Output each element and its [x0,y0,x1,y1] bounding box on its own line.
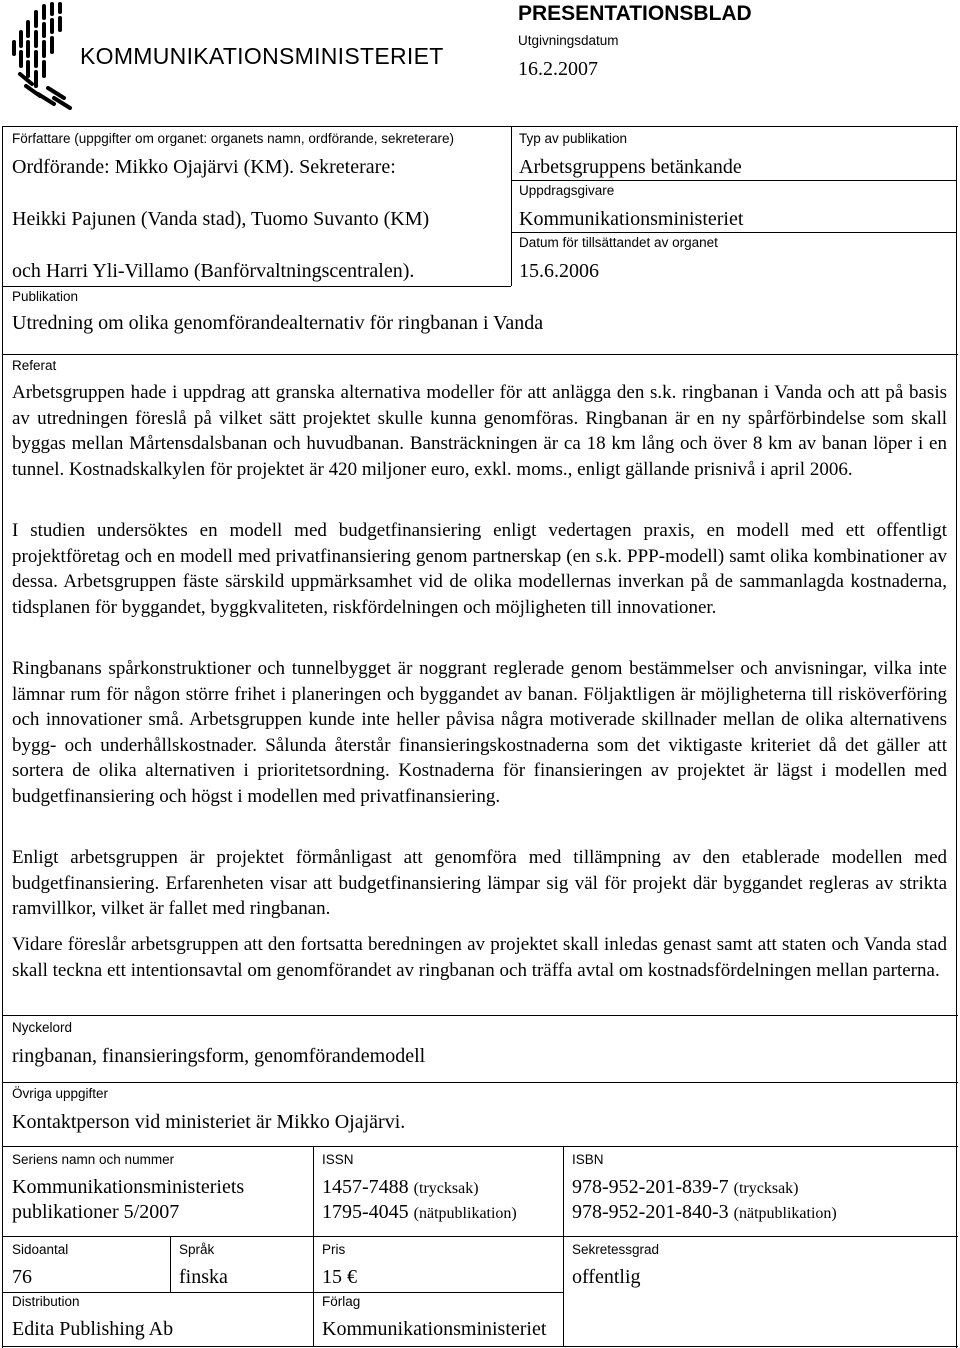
document-type-title: PRESENTATIONSBLAD [518,2,752,25]
column-divider [511,126,512,286]
other-info-value: Kontaktperson vid ministeriet är Mikko Ojajärvi. [12,1111,406,1133]
series-value: Kommunikationsministeriets [12,1176,245,1198]
abstract-paragraph: Arbetsgruppen hade i uppdrag att granska alternativa modeller för att anlägga den s.k. ringbanan i Vanda och att på basis av utredningen föreslå på vilket sätt projektet skulle kunna genomföras. Ringbanan är en ny spårförbindelse som skall byggas mellan Mårtensdalsbanan och huvudbanan. Bansträckningen är ca 18 km lång och över 8 km av banan löper i en tunnel. Kostnadskalkylen för projektet är 420 miljoner euro, exkl. moms., enligt gällande prisnivå i april 2006. [12,382,947,480]
cell-divider [511,180,956,181]
isbn-web [572,1200,837,1226]
price-value: 15 € [322,1266,357,1288]
distribution-value: Edita Publishing Ab [12,1318,174,1340]
ministry-logo-icon [8,2,74,110]
publication-label: Publikation [12,289,79,304]
isbn-print [572,1175,799,1201]
pages-value: 76 [12,1266,32,1288]
language-label: Språk [179,1242,215,1257]
issn-label: ISSN [322,1152,354,1167]
ministry-name: KOMMUNIKATIONSMINISTERIET [80,43,444,69]
table-right-border [956,126,957,1348]
isbn-print-note: (trycksak) [733,1180,799,1197]
column-divider [313,1146,314,1346]
publisher-value: Kommunikationsministeriet [322,1318,547,1340]
pages-label: Sidoantal [12,1242,69,1257]
table-bottom-border [2,1346,958,1347]
publication-type-label: Typ av publikation [519,131,628,146]
cell-divider [2,1146,958,1147]
appointment-date-value: 15.6.2006 [519,260,599,282]
abstract-paragraph: Ringbanans spårkonstruktioner och tunnelbygget är noggrant reglerade genom bestämmelser och anvisningar, vilka inte lämnar rum för någon större frihet i planeringen och byggandet av banan. Följaktligen är möjligheterna till risköverföring och innovationer små. Arbetsgruppen kunde inte heller påvisa några motiverade skillnader mellan de olika alternativens bygg- och underhållskostnader. Sålunda återstår finansieringskostnaderna som det viktigaste kriteriet då det gäller att sortera de olika alternativen i prioritetsordning. Kostnaderna för finansieringen av projektet är lägst i modellen med budgetfinansiering och högst i modellen med privatfinansiering. [12,658,947,807]
issn-web-number: 1795-4045 [322,1201,409,1223]
isbn-print-number: 978-952-201-839-7 [572,1176,729,1198]
pub-date-value: 16.2.2007 [518,58,598,80]
cell-divider [511,232,956,233]
series-value: publikationer 5/2007 [12,1201,180,1223]
cell-divider [2,1236,958,1237]
other-info-label: Övriga uppgifter [12,1086,109,1101]
publisher-label: Förlag [322,1294,361,1309]
issn-print [322,1175,479,1201]
issn-web [322,1200,517,1226]
keywords-label: Nyckelord [12,1020,73,1035]
appointment-date-label: Datum för tillsättandet av organet [519,235,718,250]
table-left-border [2,126,3,1348]
issn-print-note: (trycksak) [413,1180,479,1197]
abstract-label: Referat [12,358,57,373]
publication-title: Utredning om olika genomförandealternativ för ringbanan i Vanda [12,312,544,334]
classification-label: Sekretessgrad [572,1242,660,1257]
keywords-value: ringbanan, finansieringsform, genomförandemodell [12,1045,426,1067]
abstract-paragraph: Enligt arbetsgruppen är projektet förmånligast att genomföra med tillämpning av den etablerade modellen med budgetfinansiering. Erfarenheten visar att budgetfinansiering lämpar sig väl för projekt där byggandet regleras av strikta ramvillkor, vilket är fallet med ringbanan. [12,847,947,919]
cell-divider [2,354,958,355]
authors-line: Heikki Pajunen (Vanda stad), Tuomo Suvanto (KM) [12,208,430,230]
publication-type-value: Arbetsgruppens betänkande [519,156,742,178]
price-label: Pris [322,1242,346,1257]
distribution-label: Distribution [12,1294,80,1309]
table-top-border [2,126,958,127]
column-divider [170,1236,171,1292]
abstract-paragraph: I studien undersöktes en modell med budgetfinansiering enligt vedertagen praxis, en modell med ett offentligt projektföretag och en modell med privatfinansiering genom partnerskap (en s.k. PPP-modell) samt olika kombinationer av dessa. Arbetsgruppen fäste särskild uppmärksamhet vid de olika modellernas inverkan på de sammanlagda kostnaderna, tidsplanen för byggandet, byggkvaliteten, riskfördelningen och möjligheten till innovationer. [12,520,947,618]
issn-web-note: (nätpublikation) [413,1205,517,1222]
abstract-paragraph: Vidare föreslår arbetsgruppen att den fortsatta beredningen av projektet skall inledas genast samt att staten och Vanda stad skall teckna ett intentionsavtal om genomförandet av ringbanan och träffa avtal om kostnadsfördelningen mellan parterna. [12,934,947,981]
commissioned-by-value: Kommunikationsministeriet [519,208,744,230]
authors-line: och Harri Yli-Villamo (Banförvaltningscentralen). [12,260,415,282]
language-value: finska [179,1266,228,1288]
cell-divider [2,1292,563,1293]
cell-divider [2,286,511,287]
pub-date-label: Utgivningsdatum [518,33,619,48]
series-label: Seriens namn och nummer [12,1152,175,1167]
cell-divider [2,1082,958,1083]
column-divider [563,1146,564,1346]
isbn-label: ISBN [572,1152,604,1167]
isbn-web-number: 978-952-201-840-3 [572,1201,729,1223]
issn-print-number: 1457-7488 [322,1176,409,1198]
cell-divider [2,1015,958,1016]
commissioned-by-label: Uppdragsgivare [519,183,615,198]
authors-label: Författare (uppgifter om organet: organets namn, ordförande, sekreterare) [12,131,454,146]
classification-value: offentlig [572,1266,641,1288]
isbn-web-note: (nätpublikation) [733,1205,837,1222]
authors-line: Ordförande: Mikko Ojajärvi (KM). Sekreterare: [12,156,396,178]
